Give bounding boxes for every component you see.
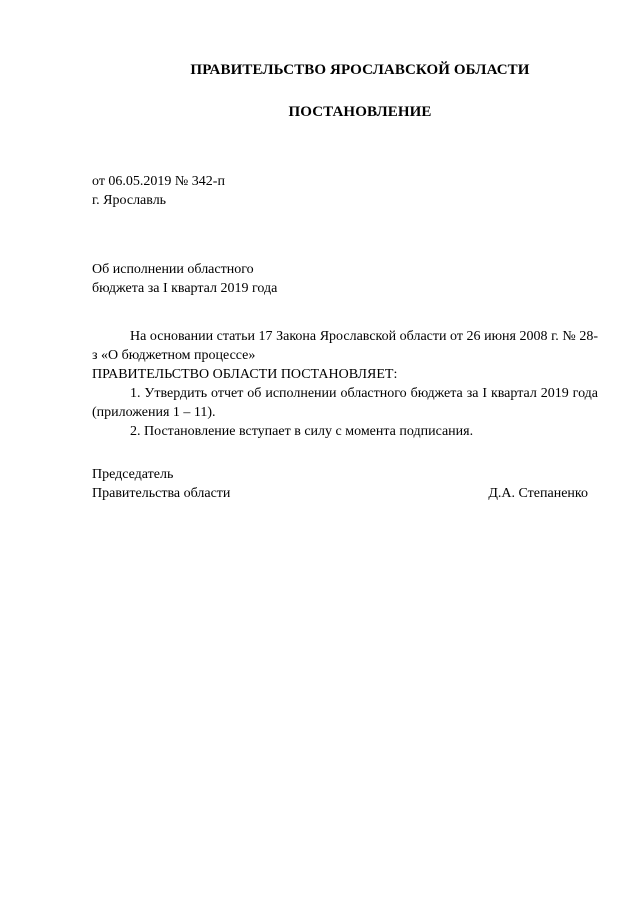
signatory-title-2: Правительства области xyxy=(92,486,231,501)
resolves-paragraph: ПРАВИТЕЛЬСТВО ОБЛАСТИ ПОСТАНОВЛЯЕТ: xyxy=(92,367,398,382)
date-number: от 06.05.2019 № 342-п xyxy=(92,174,225,189)
basis-paragraph: На основании статьи 17 Закона Ярославской области от 26 июня 2008 г. № 28-з «О бюджетном процессе» xyxy=(92,329,598,363)
city: г. Ярославль xyxy=(92,193,167,208)
government-title: ПРАВИТЕЛЬСТВО ЯРОСЛАВСКОЙ ОБЛАСТИ xyxy=(190,62,530,78)
item-1-paragraph: 1. Утвердить отчет об исполнении областного бюджета за I квартал 2019 года (приложения 1 – 11). xyxy=(92,386,598,420)
signatory-title-1: Председатель xyxy=(92,467,174,482)
item-2-paragraph: 2. Постановление вступает в силу с момента подписания. xyxy=(130,424,474,439)
subject-line-2: бюджета за I квартал 2019 года xyxy=(92,281,278,296)
document-type-title: ПОСТАНОВЛЕНИЕ xyxy=(288,104,432,120)
signature-row xyxy=(92,484,588,503)
subject-line-1: Об исполнении областного xyxy=(92,262,254,277)
signatory-name: Д.А. Степаненко xyxy=(488,486,588,501)
document-subject xyxy=(92,260,598,298)
document-meta xyxy=(92,172,598,210)
signature-block xyxy=(92,465,598,503)
document-body xyxy=(92,327,598,441)
